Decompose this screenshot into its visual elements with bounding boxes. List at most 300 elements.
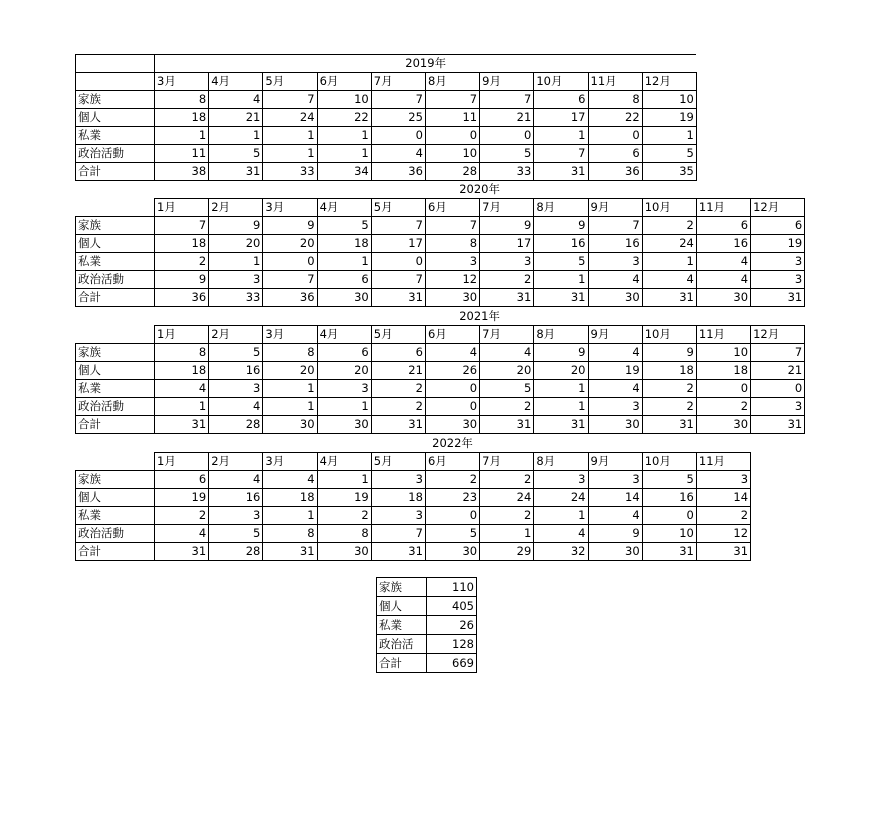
month-header[interactable]: 9月 — [588, 453, 642, 471]
month-header[interactable]: 12月 — [751, 199, 805, 217]
value-cell[interactable]: 19 — [751, 235, 805, 253]
value-cell[interactable]: 31 — [751, 416, 805, 434]
value-cell[interactable]: 0 — [751, 380, 805, 398]
value-cell[interactable]: 16 — [642, 489, 696, 507]
corner-cell[interactable] — [76, 55, 155, 73]
value-cell[interactable]: 6 — [534, 91, 588, 109]
month-header[interactable]: 12月 — [751, 326, 805, 344]
value-cell[interactable]: 20 — [480, 362, 534, 380]
month-header[interactable]: 10月 — [534, 73, 588, 91]
value-cell[interactable]: 4 — [588, 380, 642, 398]
summary-value[interactable]: 110 — [427, 578, 477, 597]
value-cell[interactable]: 4 — [588, 344, 642, 362]
row-label[interactable]: 政治活動 — [76, 525, 155, 543]
value-cell[interactable]: 5 — [480, 145, 534, 163]
month-header[interactable]: 11月 — [588, 73, 642, 91]
value-cell[interactable]: 3 — [696, 471, 750, 489]
summary-label[interactable]: 私業 — [377, 616, 427, 635]
value-cell[interactable]: 16 — [696, 235, 750, 253]
value-cell[interactable]: 30 — [425, 289, 479, 307]
value-cell[interactable]: 21 — [480, 109, 534, 127]
value-cell[interactable]: 8 — [425, 235, 479, 253]
value-cell[interactable]: 1 — [263, 127, 317, 145]
value-cell[interactable]: 3 — [317, 380, 371, 398]
value-cell[interactable]: 31 — [534, 163, 588, 181]
value-cell[interactable]: 1 — [534, 380, 588, 398]
value-cell[interactable]: 10 — [696, 344, 750, 362]
summary-value[interactable]: 128 — [427, 635, 477, 654]
corner-cell[interactable] — [76, 181, 155, 199]
value-cell[interactable]: 22 — [588, 109, 642, 127]
value-cell[interactable]: 31 — [155, 543, 209, 561]
month-header[interactable]: 9月 — [588, 326, 642, 344]
month-header[interactable]: 10月 — [642, 199, 696, 217]
value-cell[interactable]: 30 — [425, 416, 479, 434]
value-cell[interactable]: 4 — [425, 344, 479, 362]
row-label[interactable]: 政治活動 — [76, 398, 155, 416]
summary-value[interactable]: 405 — [427, 597, 477, 616]
value-cell[interactable]: 2 — [480, 271, 534, 289]
value-cell[interactable]: 16 — [209, 362, 263, 380]
year-header[interactable]: 2022年 — [432, 436, 473, 450]
value-cell[interactable]: 18 — [155, 109, 209, 127]
value-cell[interactable]: 31 — [696, 543, 750, 561]
month-header[interactable]: 8月 — [534, 453, 588, 471]
value-cell[interactable]: 10 — [317, 91, 371, 109]
value-cell[interactable]: 36 — [155, 289, 209, 307]
month-header[interactable]: 3月 — [263, 199, 317, 217]
value-cell[interactable]: 30 — [696, 416, 750, 434]
row-label[interactable]: 私業 — [76, 507, 155, 525]
month-header[interactable]: 2月 — [209, 326, 263, 344]
month-header[interactable]: 1月 — [155, 199, 209, 217]
corner-cell[interactable] — [76, 308, 155, 326]
value-cell[interactable]: 7 — [751, 344, 805, 362]
value-cell[interactable]: 31 — [534, 416, 588, 434]
value-cell[interactable]: 18 — [317, 235, 371, 253]
value-cell[interactable]: 5 — [642, 145, 696, 163]
value-cell[interactable]: 0 — [425, 507, 479, 525]
row-label[interactable]: 私業 — [76, 253, 155, 271]
summary-label[interactable]: 家族 — [377, 578, 427, 597]
value-cell[interactable]: 1 — [534, 271, 588, 289]
value-cell[interactable]: 2 — [642, 217, 696, 235]
month-header[interactable]: 5月 — [263, 73, 317, 91]
value-cell[interactable]: 17 — [480, 235, 534, 253]
value-cell[interactable]: 4 — [588, 271, 642, 289]
value-cell[interactable]: 1 — [317, 398, 371, 416]
value-cell[interactable]: 22 — [317, 109, 371, 127]
row-label[interactable]: 合計 — [76, 416, 155, 434]
value-cell[interactable]: 28 — [209, 543, 263, 561]
value-cell[interactable]: 0 — [480, 127, 534, 145]
value-cell[interactable]: 7 — [588, 217, 642, 235]
value-cell[interactable]: 10 — [642, 91, 696, 109]
month-header[interactable]: 6月 — [425, 453, 479, 471]
value-cell[interactable]: 6 — [751, 217, 805, 235]
value-cell[interactable]: 9 — [209, 217, 263, 235]
value-cell[interactable]: 25 — [371, 109, 425, 127]
value-cell[interactable]: 3 — [588, 471, 642, 489]
value-cell[interactable]: 1 — [534, 127, 588, 145]
value-cell[interactable]: 19 — [155, 489, 209, 507]
value-cell[interactable]: 24 — [263, 109, 317, 127]
month-header[interactable]: 3月 — [263, 453, 317, 471]
value-cell[interactable]: 21 — [371, 362, 425, 380]
value-cell[interactable]: 3 — [209, 507, 263, 525]
summary-value[interactable]: 26 — [427, 616, 477, 635]
value-cell[interactable]: 19 — [317, 489, 371, 507]
row-label[interactable]: 政治活動 — [76, 145, 155, 163]
value-cell[interactable]: 31 — [480, 416, 534, 434]
value-cell[interactable]: 2 — [642, 380, 696, 398]
value-cell[interactable]: 2 — [480, 471, 534, 489]
month-header[interactable]: 9月 — [588, 199, 642, 217]
value-cell[interactable]: 2 — [371, 380, 425, 398]
value-cell[interactable]: 3 — [751, 271, 805, 289]
value-cell[interactable]: 6 — [371, 344, 425, 362]
value-cell[interactable]: 31 — [371, 543, 425, 561]
month-header[interactable]: 8月 — [534, 326, 588, 344]
value-cell[interactable]: 4 — [534, 525, 588, 543]
month-header[interactable]: 6月 — [425, 326, 479, 344]
value-cell[interactable]: 36 — [588, 163, 642, 181]
row-label[interactable]: 家族 — [76, 91, 155, 109]
value-cell[interactable]: 3 — [371, 507, 425, 525]
row-label[interactable]: 家族 — [76, 471, 155, 489]
month-header[interactable]: 3月 — [155, 73, 209, 91]
value-cell[interactable]: 17 — [371, 235, 425, 253]
corner-cell[interactable] — [76, 326, 155, 344]
value-cell[interactable]: 18 — [696, 362, 750, 380]
value-cell[interactable]: 1 — [642, 127, 696, 145]
value-cell[interactable]: 4 — [263, 471, 317, 489]
value-cell[interactable]: 8 — [155, 344, 209, 362]
value-cell[interactable]: 9 — [263, 217, 317, 235]
value-cell[interactable]: 3 — [209, 380, 263, 398]
value-cell[interactable]: 5 — [209, 344, 263, 362]
value-cell[interactable]: 0 — [588, 127, 642, 145]
value-cell[interactable]: 24 — [642, 235, 696, 253]
value-cell[interactable]: 26 — [425, 362, 479, 380]
value-cell[interactable]: 23 — [425, 489, 479, 507]
value-cell[interactable]: 5 — [425, 525, 479, 543]
value-cell[interactable]: 1 — [263, 145, 317, 163]
value-cell[interactable]: 9 — [534, 217, 588, 235]
value-cell[interactable]: 7 — [425, 91, 479, 109]
value-cell[interactable]: 7 — [371, 217, 425, 235]
value-cell[interactable]: 3 — [425, 253, 479, 271]
value-cell[interactable]: 2 — [480, 507, 534, 525]
value-cell[interactable]: 1 — [209, 253, 263, 271]
value-cell[interactable]: 1 — [480, 525, 534, 543]
value-cell[interactable]: 8 — [263, 344, 317, 362]
month-header[interactable]: 4月 — [317, 326, 371, 344]
value-cell[interactable]: 33 — [480, 163, 534, 181]
value-cell[interactable]: 9 — [588, 525, 642, 543]
value-cell[interactable]: 3 — [588, 253, 642, 271]
corner-cell[interactable] — [76, 453, 155, 471]
year-header[interactable]: 2021年 — [459, 309, 501, 323]
value-cell[interactable]: 4 — [155, 380, 209, 398]
value-cell[interactable]: 12 — [425, 271, 479, 289]
value-cell[interactable]: 8 — [155, 91, 209, 109]
row-label[interactable]: 個人 — [76, 489, 155, 507]
row-label[interactable]: 個人 — [76, 235, 155, 253]
month-header[interactable]: 7月 — [480, 326, 534, 344]
value-cell[interactable]: 6 — [317, 271, 371, 289]
value-cell[interactable]: 8 — [263, 525, 317, 543]
value-cell[interactable]: 35 — [642, 163, 696, 181]
month-header[interactable]: 4月 — [317, 199, 371, 217]
value-cell[interactable]: 0 — [371, 253, 425, 271]
value-cell[interactable]: 3 — [751, 398, 805, 416]
value-cell[interactable]: 31 — [751, 289, 805, 307]
summary-label[interactable]: 政治活 — [377, 635, 427, 654]
month-header[interactable]: 5月 — [371, 453, 425, 471]
value-cell[interactable]: 3 — [371, 471, 425, 489]
value-cell[interactable]: 30 — [696, 289, 750, 307]
summary-label[interactable]: 個人 — [377, 597, 427, 616]
value-cell[interactable]: 7 — [480, 91, 534, 109]
value-cell[interactable]: 14 — [588, 489, 642, 507]
value-cell[interactable]: 0 — [371, 127, 425, 145]
value-cell[interactable]: 12 — [696, 525, 750, 543]
value-cell[interactable]: 4 — [696, 253, 750, 271]
value-cell[interactable]: 4 — [696, 271, 750, 289]
month-header[interactable]: 8月 — [425, 73, 479, 91]
value-cell[interactable]: 33 — [209, 289, 263, 307]
month-header[interactable]: 1月 — [155, 453, 209, 471]
value-cell[interactable]: 7 — [425, 217, 479, 235]
row-label[interactable]: 家族 — [76, 217, 155, 235]
value-cell[interactable]: 2 — [696, 507, 750, 525]
value-cell[interactable]: 30 — [425, 543, 479, 561]
value-cell[interactable]: 4 — [588, 507, 642, 525]
value-cell[interactable]: 9 — [155, 271, 209, 289]
value-cell[interactable]: 1 — [534, 398, 588, 416]
month-header[interactable]: 2月 — [209, 199, 263, 217]
value-cell[interactable]: 8 — [317, 525, 371, 543]
value-cell[interactable]: 31 — [209, 163, 263, 181]
value-cell[interactable]: 30 — [588, 416, 642, 434]
value-cell[interactable]: 31 — [263, 543, 317, 561]
value-cell[interactable]: 6 — [588, 145, 642, 163]
value-cell[interactable]: 2 — [425, 471, 479, 489]
value-cell[interactable]: 31 — [371, 289, 425, 307]
month-header[interactable]: 4月 — [209, 73, 263, 91]
value-cell[interactable]: 4 — [209, 91, 263, 109]
value-cell[interactable]: 31 — [534, 289, 588, 307]
month-header[interactable]: 11月 — [696, 326, 750, 344]
value-cell[interactable]: 2 — [317, 507, 371, 525]
month-header[interactable]: 11月 — [696, 453, 750, 471]
row-label[interactable]: 私業 — [76, 127, 155, 145]
month-header[interactable]: 5月 — [371, 326, 425, 344]
value-cell[interactable]: 3 — [209, 271, 263, 289]
value-cell[interactable]: 4 — [642, 271, 696, 289]
value-cell[interactable]: 28 — [425, 163, 479, 181]
value-cell[interactable]: 31 — [642, 289, 696, 307]
summary-label[interactable]: 合計 — [377, 654, 427, 673]
value-cell[interactable]: 6 — [317, 344, 371, 362]
value-cell[interactable]: 19 — [588, 362, 642, 380]
value-cell[interactable]: 7 — [263, 271, 317, 289]
value-cell[interactable]: 11 — [425, 109, 479, 127]
value-cell[interactable]: 5 — [480, 380, 534, 398]
value-cell[interactable]: 5 — [209, 145, 263, 163]
value-cell[interactable]: 14 — [696, 489, 750, 507]
year-header[interactable]: 2019年 — [155, 55, 697, 73]
value-cell[interactable]: 1 — [317, 127, 371, 145]
value-cell[interactable]: 0 — [425, 127, 479, 145]
month-header[interactable]: 10月 — [642, 326, 696, 344]
value-cell[interactable]: 30 — [263, 416, 317, 434]
value-cell[interactable]: 18 — [155, 362, 209, 380]
value-cell[interactable]: 36 — [263, 289, 317, 307]
value-cell[interactable]: 9 — [480, 217, 534, 235]
value-cell[interactable]: 1 — [317, 253, 371, 271]
month-header[interactable]: 7月 — [371, 73, 425, 91]
value-cell[interactable]: 21 — [209, 109, 263, 127]
value-cell[interactable]: 6 — [155, 471, 209, 489]
value-cell[interactable]: 3 — [480, 253, 534, 271]
value-cell[interactable]: 20 — [534, 362, 588, 380]
month-header[interactable]: 4月 — [317, 453, 371, 471]
value-cell[interactable]: 0 — [425, 398, 479, 416]
month-header[interactable]: 7月 — [480, 453, 534, 471]
value-cell[interactable]: 31 — [480, 289, 534, 307]
value-cell[interactable]: 7 — [371, 271, 425, 289]
value-cell[interactable]: 3 — [751, 253, 805, 271]
value-cell[interactable]: 6 — [696, 217, 750, 235]
value-cell[interactable]: 16 — [534, 235, 588, 253]
month-header[interactable]: 12月 — [642, 73, 696, 91]
month-header[interactable]: 6月 — [317, 73, 371, 91]
value-cell[interactable]: 18 — [155, 235, 209, 253]
value-cell[interactable]: 1 — [263, 507, 317, 525]
value-cell[interactable]: 5 — [642, 471, 696, 489]
value-cell[interactable]: 9 — [534, 344, 588, 362]
month-header[interactable]: 7月 — [480, 199, 534, 217]
value-cell[interactable]: 0 — [425, 380, 479, 398]
value-cell[interactable]: 31 — [642, 543, 696, 561]
value-cell[interactable]: 1 — [317, 145, 371, 163]
value-cell[interactable]: 7 — [371, 91, 425, 109]
value-cell[interactable]: 34 — [317, 163, 371, 181]
value-cell[interactable]: 31 — [642, 416, 696, 434]
month-header[interactable]: 2月 — [209, 453, 263, 471]
value-cell[interactable]: 18 — [371, 489, 425, 507]
value-cell[interactable]: 8 — [588, 91, 642, 109]
value-cell[interactable]: 30 — [588, 543, 642, 561]
value-cell[interactable]: 16 — [209, 489, 263, 507]
row-label[interactable]: 合計 — [76, 163, 155, 181]
value-cell[interactable]: 21 — [751, 362, 805, 380]
value-cell[interactable]: 1 — [534, 507, 588, 525]
value-cell[interactable]: 4 — [209, 471, 263, 489]
value-cell[interactable]: 28 — [209, 416, 263, 434]
value-cell[interactable]: 31 — [155, 416, 209, 434]
month-header[interactable]: 10月 — [642, 453, 696, 471]
month-header[interactable]: 6月 — [425, 199, 479, 217]
value-cell[interactable]: 2 — [642, 398, 696, 416]
value-cell[interactable]: 30 — [317, 416, 371, 434]
value-cell[interactable]: 1 — [263, 380, 317, 398]
value-cell[interactable]: 33 — [263, 163, 317, 181]
value-cell[interactable]: 2 — [696, 398, 750, 416]
value-cell[interactable]: 7 — [371, 525, 425, 543]
value-cell[interactable]: 18 — [642, 362, 696, 380]
value-cell[interactable]: 0 — [696, 380, 750, 398]
month-header[interactable]: 8月 — [534, 199, 588, 217]
value-cell[interactable]: 20 — [317, 362, 371, 380]
row-label[interactable]: 合計 — [76, 289, 155, 307]
value-cell[interactable]: 4 — [155, 525, 209, 543]
value-cell[interactable]: 7 — [155, 217, 209, 235]
value-cell[interactable]: 5 — [534, 253, 588, 271]
value-cell[interactable]: 31 — [371, 416, 425, 434]
value-cell[interactable]: 4 — [209, 398, 263, 416]
value-cell[interactable]: 5 — [209, 525, 263, 543]
value-cell[interactable]: 1 — [263, 398, 317, 416]
month-header[interactable]: 5月 — [371, 199, 425, 217]
row-label[interactable]: 合計 — [76, 543, 155, 561]
value-cell[interactable]: 1 — [155, 127, 209, 145]
corner-cell[interactable] — [76, 73, 155, 91]
value-cell[interactable]: 1 — [317, 471, 371, 489]
value-cell[interactable]: 2 — [155, 507, 209, 525]
value-cell[interactable]: 5 — [317, 217, 371, 235]
value-cell[interactable]: 4 — [480, 344, 534, 362]
row-label[interactable]: 家族 — [76, 344, 155, 362]
value-cell[interactable]: 17 — [534, 109, 588, 127]
value-cell[interactable]: 36 — [371, 163, 425, 181]
value-cell[interactable]: 20 — [209, 235, 263, 253]
value-cell[interactable]: 3 — [588, 398, 642, 416]
value-cell[interactable]: 3 — [534, 471, 588, 489]
value-cell[interactable]: 2 — [155, 253, 209, 271]
value-cell[interactable]: 29 — [480, 543, 534, 561]
value-cell[interactable]: 1 — [155, 398, 209, 416]
value-cell[interactable]: 4 — [371, 145, 425, 163]
value-cell[interactable]: 10 — [642, 525, 696, 543]
value-cell[interactable]: 18 — [263, 489, 317, 507]
month-header[interactable]: 9月 — [480, 73, 534, 91]
value-cell[interactable]: 32 — [534, 543, 588, 561]
value-cell[interactable]: 30 — [317, 543, 371, 561]
value-cell[interactable]: 2 — [371, 398, 425, 416]
corner-cell[interactable] — [76, 435, 155, 453]
value-cell[interactable]: 20 — [263, 362, 317, 380]
value-cell[interactable]: 20 — [263, 235, 317, 253]
value-cell[interactable]: 9 — [642, 344, 696, 362]
value-cell[interactable]: 19 — [642, 109, 696, 127]
year-header[interactable]: 2020年 — [459, 182, 501, 196]
value-cell[interactable]: 1 — [642, 253, 696, 271]
corner-cell[interactable] — [76, 199, 155, 217]
value-cell[interactable]: 38 — [155, 163, 209, 181]
row-label[interactable]: 個人 — [76, 109, 155, 127]
month-header[interactable]: 3月 — [263, 326, 317, 344]
value-cell[interactable]: 30 — [588, 289, 642, 307]
row-label[interactable]: 私業 — [76, 380, 155, 398]
value-cell[interactable]: 10 — [425, 145, 479, 163]
value-cell[interactable]: 24 — [480, 489, 534, 507]
month-header[interactable]: 11月 — [696, 199, 750, 217]
value-cell[interactable]: 0 — [642, 507, 696, 525]
value-cell[interactable]: 0 — [263, 253, 317, 271]
